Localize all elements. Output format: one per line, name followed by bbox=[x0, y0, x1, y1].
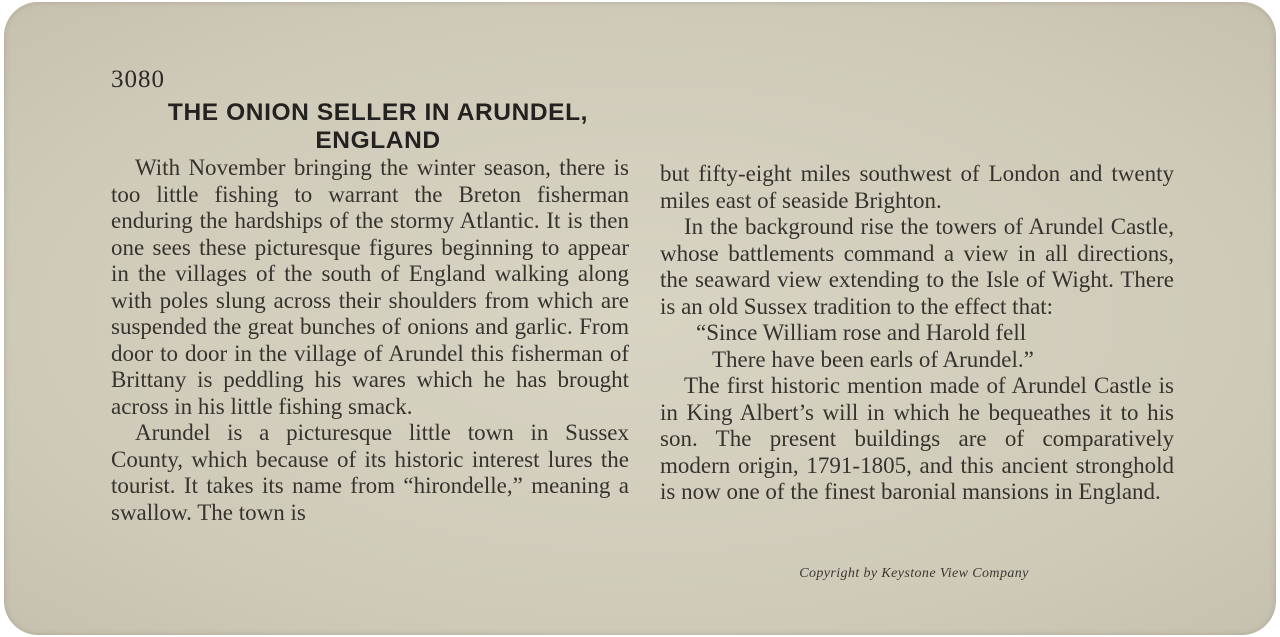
title-line-2: ENGLAND bbox=[315, 127, 441, 154]
copyright-notice: Copyright by Keystone View Company bbox=[799, 566, 1029, 581]
verse-line-2: There have been earls of Arundel.” bbox=[712, 346, 1034, 372]
paragraph-1: With November bringing the winter season, there is too little fishing to warrant the Breton fisherman enduring the hardships of the stormy Atlantic. It is then one sees these picturesque figures beginning to appear in the villages of the south of England walking along with poles slung across their shoulders from which are suspended the great bunches of onions and garlic. From door to door in the village of Arundel this fisherman of Brittany is peddling his wares which he has brought across in his little fishing smack. bbox=[111, 155, 629, 419]
paragraph-2: Arundel is a picturesque little town in Sussex County, which because of its historic interest lures the tourist. It takes its name from “hirondelle,” meaning a swallow. The town is bbox=[111, 420, 629, 525]
right-text-column bbox=[660, 161, 1174, 506]
title-line-1: THE ONION SELLER IN ARUNDEL, bbox=[167, 99, 589, 126]
paragraph-3: In the background rise the towers of Arundel Castle, whose battlements command a view in all directions, the seaward view extending to the Isle of Wight. There is an old Sussex tradition to the effect that: bbox=[660, 214, 1174, 319]
card-number: 3080 bbox=[111, 66, 165, 93]
paragraph-4: The first historic mention made of Arundel Castle is in King Albert’s will in which he bequeathes it to his son. The present buildings are of comparatively modern origin, 1791-1805, and this ancient stronghold is now one of the finest baronial mansions in England. bbox=[660, 373, 1174, 504]
paragraph-continuation: but fifty-eight miles southwest of London and twenty miles east of seaside Brighton. bbox=[660, 161, 1174, 213]
stereoview-card-back bbox=[4, 2, 1276, 635]
verse-line-1: “Since William rose and Harold fell bbox=[696, 320, 1027, 345]
card-title bbox=[110, 99, 646, 155]
left-text-column bbox=[111, 155, 629, 526]
